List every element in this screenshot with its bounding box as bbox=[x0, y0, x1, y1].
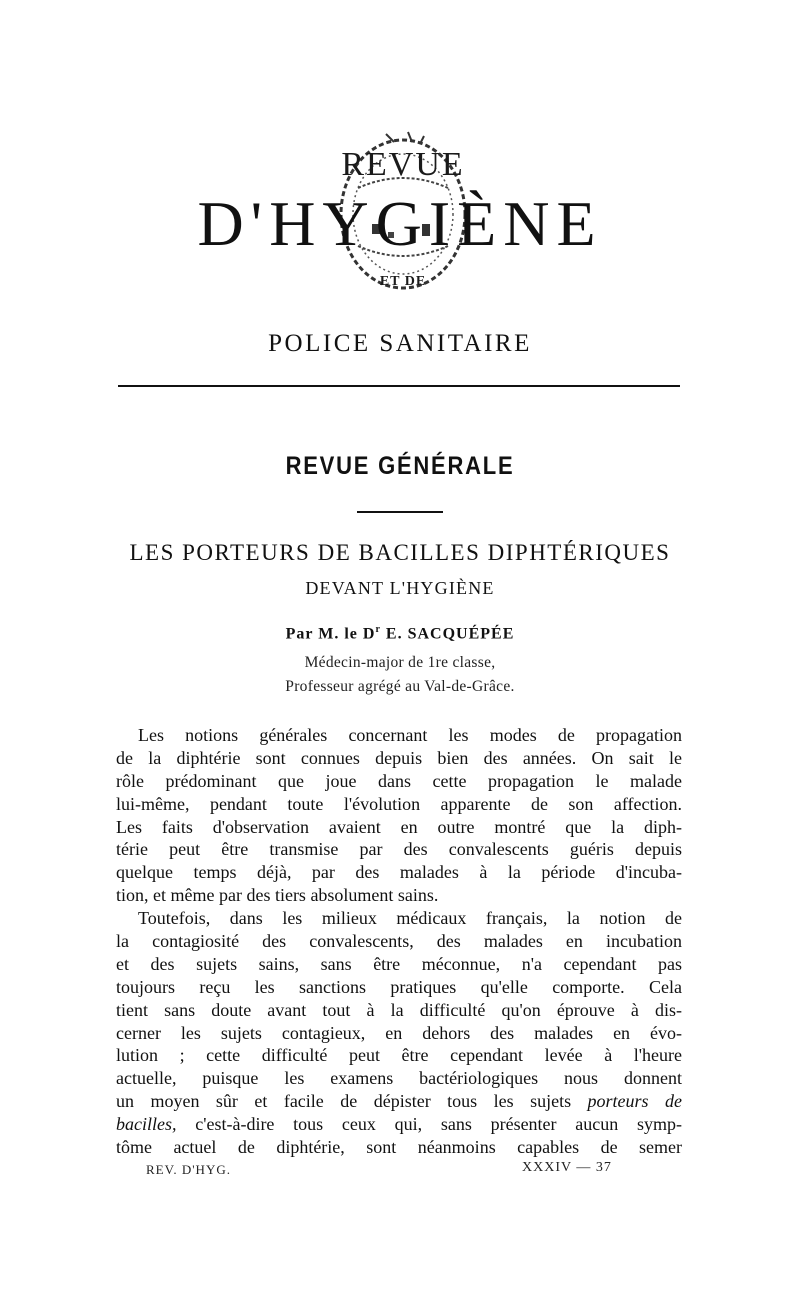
masthead-rule bbox=[118, 385, 680, 387]
section-title: REVUE GÉNÉRALE bbox=[285, 452, 515, 480]
byline-author: E. SACQUÉPÉE bbox=[380, 625, 515, 643]
article-body bbox=[116, 724, 682, 1159]
body-line-mixed bbox=[116, 1090, 682, 1113]
body-line: rôle prédominant que joue dans cette propagation le malade bbox=[116, 770, 682, 791]
body-italic-term: porteurs de bbox=[587, 1091, 683, 1112]
stamp-bottom-word: ET DE bbox=[379, 274, 427, 289]
author-affiliation-2: Professeur agrégé au Val-de-Grâce. bbox=[285, 678, 515, 695]
footer-volume-page: XXXIV — 37 bbox=[522, 1160, 612, 1175]
body-line: lution ; cette difficulté peut être cependant levée à l'heure bbox=[116, 1045, 682, 1066]
journal-subtitle: POLICE SANITAIRE bbox=[268, 330, 532, 357]
section-rule bbox=[357, 511, 443, 513]
body-line: tôme actuel de diphtérie, sont néanmoins capables de semer bbox=[116, 1137, 682, 1158]
stamp-top-word: REVUE bbox=[341, 146, 465, 183]
body-line: actuelle, puisque les examens bactériologiques nous donnent bbox=[116, 1068, 682, 1089]
body-line: cerner les sujets contagieux, en dehors des malades en évo- bbox=[116, 1022, 682, 1043]
body-line: et des sujets sains, sans être méconnue, n'a cependant pas bbox=[116, 953, 682, 974]
body-line: Les notions générales concernant les modes de propagation bbox=[138, 725, 682, 745]
body-line: quelque temps déjà, par des malades à la période d'incuba- bbox=[116, 862, 682, 883]
body-line: tion, et même par des tiers absolument sains. bbox=[116, 885, 439, 906]
body-line: de la diphtérie sont connues depuis bien des années. On sait le bbox=[116, 747, 682, 768]
body-line: la contagiosité des convalescents, des malades en incubation bbox=[116, 931, 682, 952]
article-title-line2: DEVANT L'HYGIÈNE bbox=[305, 578, 495, 598]
body-line: toujours reçu les sanctions pratiques qu'elle comporte. Cela bbox=[116, 976, 682, 997]
journal-title: D'HYGIÈNE bbox=[197, 188, 603, 259]
article-title-line1: LES PORTEURS DE BACILLES DIPHTÉRIQUES bbox=[129, 540, 671, 565]
footer-journal-abbrev: REV. D'HYG. bbox=[146, 1162, 231, 1177]
body-line-text: un moyen sûr et facile de dépister tous les sujets bbox=[116, 1091, 572, 1112]
body-line-mixed bbox=[116, 1113, 682, 1136]
body-line: Les faits d'observation avaient en outre montré que la diph- bbox=[116, 816, 682, 837]
body-line: térie peut être transmise par des convalescents guéris depuis bbox=[116, 839, 682, 860]
byline-prefix: Par M. le D bbox=[285, 625, 376, 643]
body-line: Toutefois, dans les milieux médicaux français, la notion de bbox=[138, 908, 682, 929]
author-affiliation-1: Médecin-major de 1re classe, bbox=[304, 654, 496, 671]
article-byline bbox=[0, 624, 800, 643]
body-line-text: c'est-à-dire tous ceux qui, sans présenter aucun symp- bbox=[176, 1114, 682, 1135]
body-line: lui-même, pendant toute l'évolution apparente de son affection. bbox=[116, 793, 682, 814]
body-italic-term: bacilles, bbox=[116, 1114, 177, 1135]
byline-sup: r bbox=[375, 624, 381, 635]
body-line: tient sans doute avant tout à la difficulté qu'on éprouve à dis- bbox=[116, 999, 682, 1020]
